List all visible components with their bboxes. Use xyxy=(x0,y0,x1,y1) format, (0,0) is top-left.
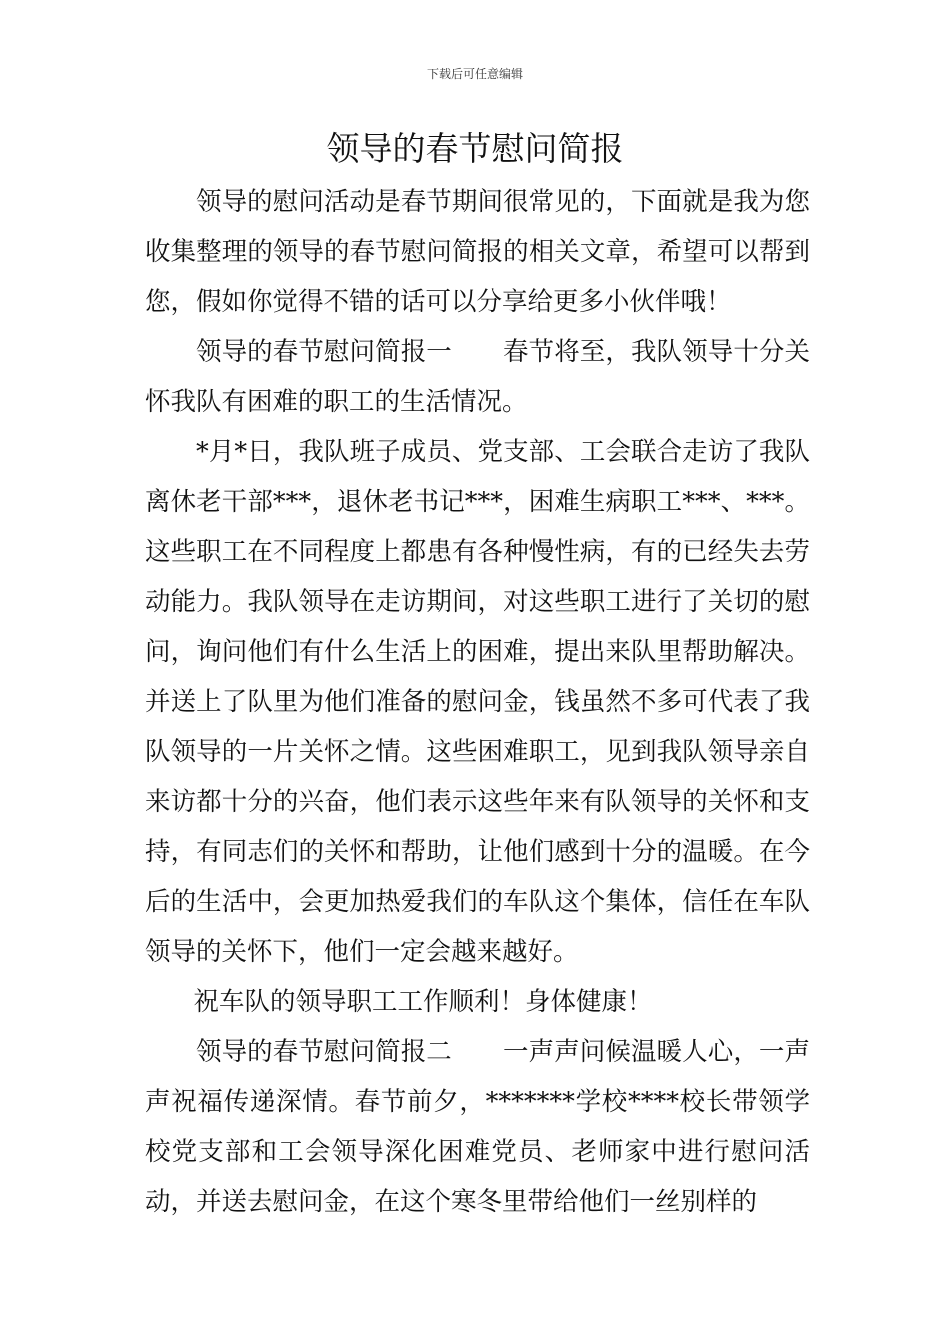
document-body xyxy=(145,177,810,1227)
paragraph-blessing: 祝车队的领导职工工作顺利！身体健康！ xyxy=(193,987,653,1017)
paragraph-report-one-body: *月*日，我队班子成员、党支部、工会联合走访了我队离休老干部***，退休老书记***，困难生病职工***、***。这些职工在不同程度上都患有各种慢性病，有的已经失去劳动能力。我队领导在走访期间，对这些职工进行了关切的慰问，询问他们有什么生活上的困难，提出来队里帮助解决。并送上了队里为他们准备的慰问金，钱虽然不多可代表了我队领导的一片关怀之情。这些困难职工，见到我队领导亲自来访都十分的兴奋，他们表示这些年来有队领导的关怀和支持，有同志们的关怀和帮助，让他们感到十分的温暖。在今后的生活中，会更加热爱我们的车队这个集体，信任在车队领导的关怀下，他们一定会越来越好。 xyxy=(145,437,810,967)
paragraph-intro: 领导的慰问活动是春节期间很常见的，下面就是我为您收集整理的领导的春节慰问简报的相关文章，希望可以帮到您，假如你觉得不错的话可以分享给更多小伙伴哦！ xyxy=(145,187,810,317)
paragraph-report-one-intro: 领导的春节慰问简报一 春节将至，我队领导十分关怀我队有困难的职工的生活情况。 xyxy=(145,337,810,417)
paragraph-report-two: 领导的春节慰问简报二 一声声问候温暖人心，一声声祝福传递深情。春节前夕，*******学校****校长带领学校党支部和工会领导深化困难党员、老师家中进行慰问活动，并送去慰问金，在这个寒冬里带给他们一丝别样的 xyxy=(145,1037,810,1217)
document-title: 领导的春节慰问简报 xyxy=(326,129,624,168)
header-note: 下载后可任意编辑 xyxy=(426,67,523,81)
